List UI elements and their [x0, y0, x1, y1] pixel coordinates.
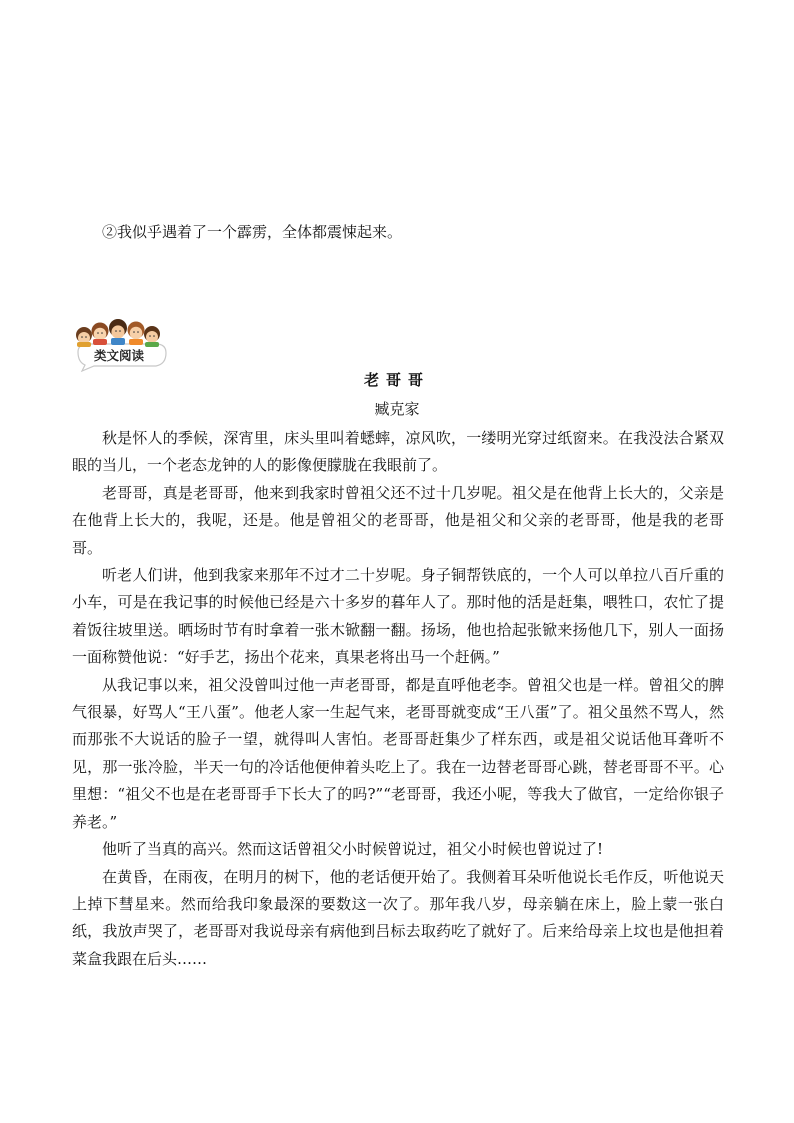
article-body	[72, 425, 724, 973]
exercise-item-2: ②我似乎遇着了一个霹雳，全体都震悚起来。	[102, 223, 403, 241]
section-badge	[72, 316, 168, 372]
paragraph: 从我记事以来，祖父没曾叫过他一声老哥哥，都是直呼他老李。曾祖父也是一样。曾祖父的脾气很暴，好骂人“王八蛋”。他老人家一生起气来，老哥哥就变成“王八蛋”了。祖父虽然不骂人，然而那张不大说话的脸子一望，就得叫人害怕。老哥哥赶集少了样东西，或是祖父说话他耳聋听不见，那一张冷脸，半天一句的冷话他便伸着头吃上了。我在一边替老哥哥心跳，替老哥哥不平。心里想：“祖父不也是在老哥哥手下长大了的吗?”“老哥哥，我还小呢，等我大了做官，一定给你银子养老。”	[72, 675, 724, 831]
paragraph: 老哥哥，真是老哥哥，他来到我家时曾祖父还不过十几岁呢。祖父是在他背上长大的，父亲是在他背上长大的，我呢，还是。他是曾祖父的老哥哥，他是祖父和父亲的老哥哥，他是我的老哥哥。	[72, 483, 724, 557]
paragraph: 秋是怀人的季候，深宵里，床头里叫着蟋蟀，凉风吹，一缕明光穿过纸窗来。在我没法合紧双眼的当儿，一个老态龙钟的人的影像便朦胧在我眼前了。	[72, 429, 724, 475]
paragraph: 听老人们讲，他到我家来那年不过才二十岁呢。身子铜帮铁底的，一个人可以单拉八百斤重的小车，可是在我记事的时候他已经是六十多岁的暮年人了。那时他的活是赶集，喂牲口，农忙了提着饭往坡里送。晒场时节有时拿着一张木锨翻一翻。扬场，他也拾起张锨来扬他几下，别人一面扬一面称赞他说：“好手艺，扬出个花来，真果老将出马一个赶俩。”	[72, 566, 724, 667]
section-badge-label: 类文阅读	[93, 348, 144, 363]
paragraph: 他听了当真的高兴。然而这话曾祖父小时候曾说过，祖父小时候也曾说过了!	[102, 840, 604, 859]
article-author: 臧克家	[374, 400, 420, 418]
article-title: 老哥哥	[363, 371, 430, 389]
paragraph: 在黄昏，在雨夜，在明月的树下，他的老话便开始了。我侧着耳朵听他说长毛作反，听他说天上掉下彗星来。然而给我印象最深的要数这一次了。那年我八岁，母亲躺在床上，脸上蒙一张白纸，我放声哭了，老哥哥对我说母亲有病他到吕标去取药吃了就好了。后来给母亲上坟也是他担着菜盒我跟在后头……	[72, 867, 724, 968]
